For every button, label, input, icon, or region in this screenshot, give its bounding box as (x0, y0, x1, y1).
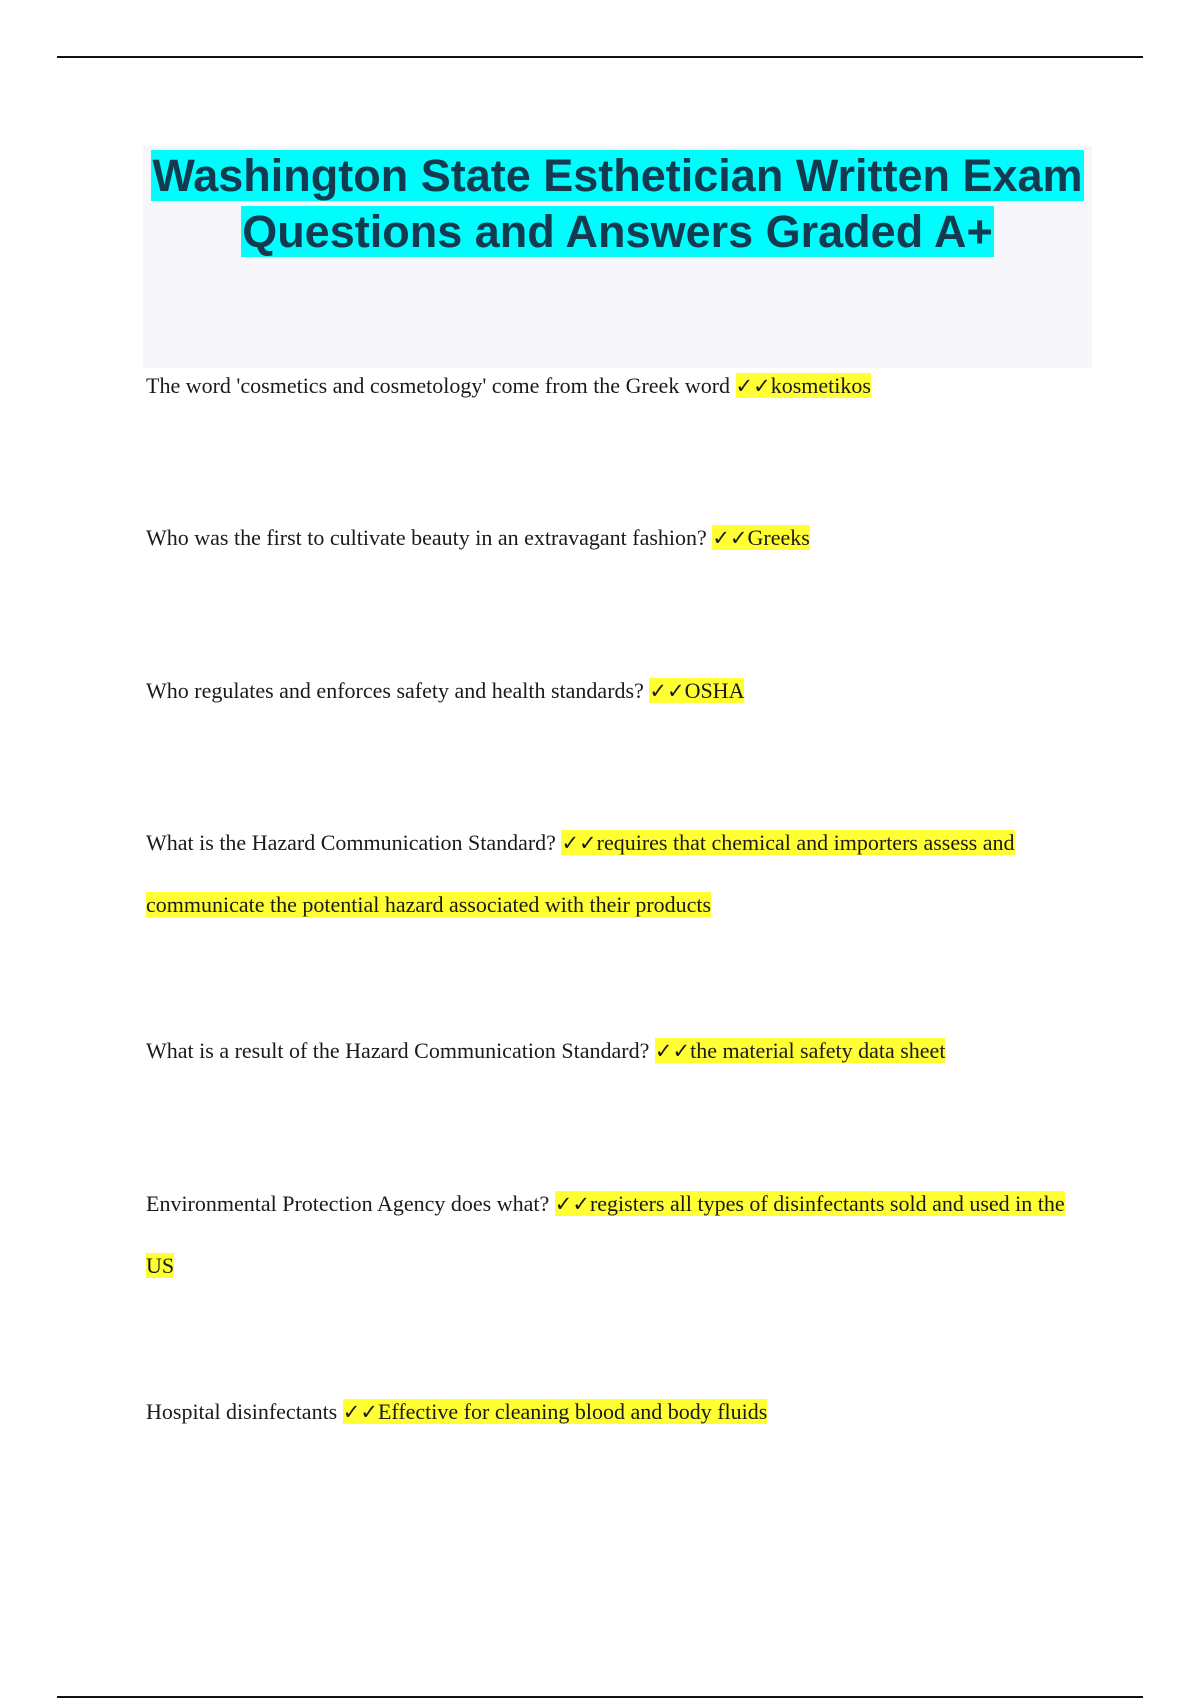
qa-item-7 (146, 1381, 1086, 1443)
bottom-rule (57, 1696, 1143, 1698)
double-check-icon: ✓✓ (712, 526, 748, 550)
double-check-icon: ✓✓ (649, 679, 685, 703)
answer-text: kosmetikos (770, 373, 871, 398)
qa-item-1 (146, 355, 1086, 417)
double-check-icon: ✓✓ (554, 1192, 590, 1216)
qa-item-4 (146, 812, 1086, 935)
document-title (143, 146, 1092, 260)
top-rule (57, 56, 1143, 58)
question-text: The word 'cosmetics and cosmetology' come from the Greek word (146, 373, 731, 398)
answer-text: Effective for cleaning blood and body fluids (377, 1399, 768, 1424)
answer-text: the material safety data sheet (690, 1038, 946, 1063)
qa-item-6 (146, 1173, 1086, 1296)
double-check-icon: ✓✓ (561, 831, 597, 855)
question-text: Who regulates and enforces safety and health standards? (146, 678, 644, 703)
answer-highlight (649, 678, 744, 703)
answer-text: requires that chemical and importers assess and communicate the potential hazard associated with their products (146, 830, 1015, 917)
qa-item-2 (146, 507, 1086, 569)
answer-highlight (343, 1399, 768, 1424)
answer-text: registers all types of disinfectants sold and used in the US (146, 1191, 1065, 1278)
answer-highlight (712, 525, 810, 550)
double-check-icon: ✓✓ (654, 1039, 691, 1063)
double-check-icon: ✓✓ (342, 1400, 378, 1424)
question-text: What is the Hazard Communication Standard? (146, 830, 556, 855)
document-title-text: Washington State Esthetician Written Exam Questions and Answers Graded A+ (152, 150, 1083, 257)
qa-item-5 (146, 1020, 1086, 1082)
qa-item-3 (146, 660, 1086, 722)
question-text: What is a result of the Hazard Communication Standard? (146, 1038, 650, 1063)
answer-text: Greeks (747, 525, 810, 550)
answer-highlight (736, 373, 871, 398)
answer-highlight (655, 1038, 946, 1063)
question-text: Environmental Protection Agency does what? (146, 1191, 550, 1216)
question-text: Who was the first to cultivate beauty in an extravagant fashion? (146, 525, 707, 550)
question-text: Hospital disinfectants (146, 1399, 338, 1424)
double-check-icon: ✓✓ (735, 374, 771, 398)
title-block (143, 146, 1092, 368)
answer-text: OSHA (684, 678, 745, 703)
